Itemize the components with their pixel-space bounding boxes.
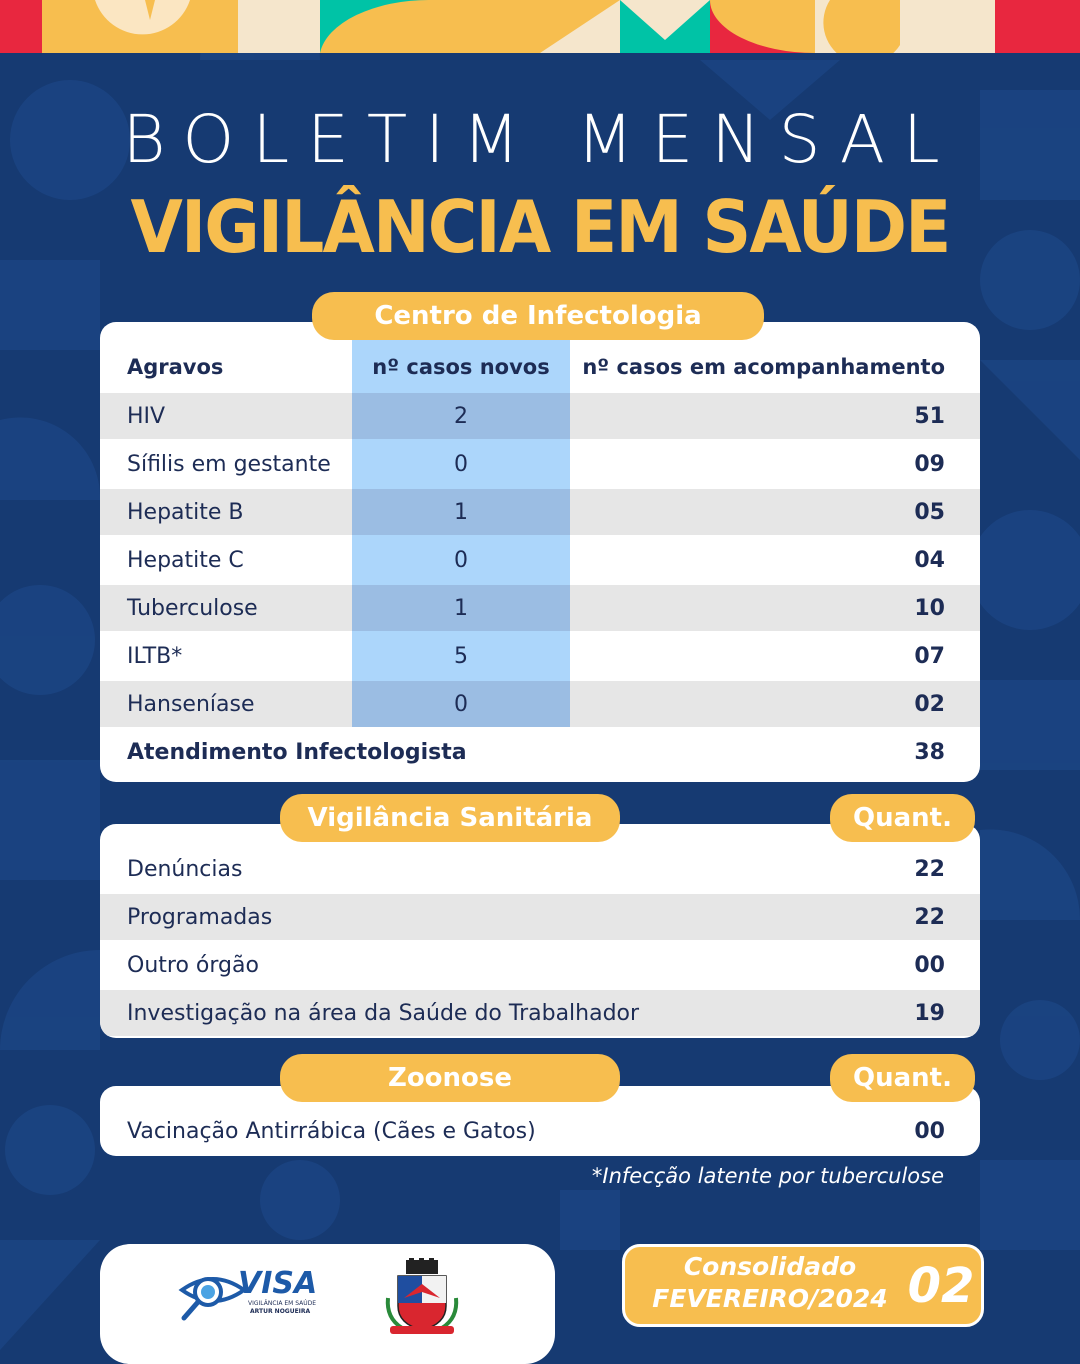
- row-name: Hepatite C: [127, 547, 244, 573]
- row-name: ILTB*: [127, 643, 183, 669]
- footnote: *Infecção latente por tuberculose: [591, 1164, 944, 1188]
- consolidado-line1: Consolidado: [683, 1252, 857, 1281]
- row-acomp: 04: [914, 547, 945, 573]
- row-acomp: 02: [914, 691, 945, 717]
- row-acomp: 07: [914, 643, 945, 669]
- row-name: Hanseníase: [127, 691, 255, 717]
- consolidado-badge: [622, 1244, 984, 1327]
- zoonose-qty-pill: Quant.: [830, 1054, 975, 1102]
- visa-subtitle-2: ARTUR NOGUEIRA: [250, 1308, 311, 1315]
- row-novos: 1: [454, 499, 468, 525]
- row-name: Hepatite B: [127, 499, 244, 525]
- row-acomp: 05: [914, 499, 945, 525]
- table-row: [100, 537, 980, 583]
- sanitaria-card: [100, 824, 980, 1038]
- list-item: [100, 894, 980, 940]
- page-title-line2: VIGILÂNCIA EM SAÚDE: [130, 185, 950, 269]
- table-row: [100, 489, 980, 535]
- item-name: Vacinação Antirrábica (Cães e Gatos): [127, 1118, 536, 1144]
- row-novos: 5: [454, 643, 468, 669]
- page-title-line1: BOLETIM MENSAL: [122, 101, 958, 178]
- item-value: 00: [914, 1118, 945, 1144]
- row-acomp: 51: [914, 403, 945, 429]
- row-novos: 2: [454, 403, 468, 429]
- table-row: [100, 393, 980, 439]
- infectologia-card: [100, 322, 980, 782]
- row-novos: 0: [454, 451, 468, 477]
- row-name: HIV: [127, 403, 166, 429]
- row-acomp: 09: [914, 451, 945, 477]
- sanitaria-qty-pill: Quant.: [830, 794, 975, 842]
- item-value: 22: [914, 856, 945, 882]
- sanitaria-title-pill: Vigilância Sanitária: [280, 794, 620, 842]
- logos-panel: [100, 1244, 555, 1364]
- visa-logo: [178, 1268, 318, 1328]
- row-name: Sífilis em gestante: [127, 451, 331, 477]
- city-coat-of-arms-icon: [382, 1258, 462, 1338]
- table-row: [100, 441, 980, 487]
- item-value: 00: [914, 952, 945, 978]
- table-row: [100, 585, 980, 631]
- header-casos-acompanhamento: nº casos em acompanhamento: [582, 355, 945, 379]
- total-label: Atendimento Infectologista: [127, 739, 467, 765]
- list-item: [100, 1108, 980, 1154]
- consolidado-line2: FEVEREIRO/2024: [652, 1284, 888, 1313]
- total-row: [100, 729, 980, 775]
- infectologia-title-pill: Centro de Infectologia: [312, 292, 764, 340]
- row-novos: 1: [454, 595, 468, 621]
- item-name: Investigação na área da Saúde do Trabalhador: [127, 1000, 640, 1026]
- item-value: 22: [914, 904, 945, 930]
- item-name: Denúncias: [127, 856, 243, 882]
- item-name: Outro órgão: [127, 952, 259, 978]
- row-acomp: 10: [914, 595, 945, 621]
- table-header-row: [100, 344, 980, 390]
- list-item: [100, 990, 980, 1036]
- item-name: Programadas: [127, 904, 273, 930]
- header-casos-novos: nº casos novos: [372, 355, 550, 379]
- zoonose-title-pill: Zoonose: [280, 1054, 620, 1102]
- header-agravos: Agravos: [127, 355, 224, 379]
- row-novos: 0: [454, 691, 468, 717]
- visa-text: VISA: [238, 1266, 318, 1301]
- list-item: [100, 942, 980, 988]
- list-item: [100, 846, 980, 892]
- row-name: Tuberculose: [127, 595, 258, 621]
- item-value: 19: [914, 1000, 945, 1026]
- row-novos: 0: [454, 547, 468, 573]
- total-value: 38: [914, 739, 945, 765]
- table-row: [100, 681, 980, 727]
- visa-subtitle-1: VIGILÂNCIA EM SAÚDE: [248, 1300, 317, 1307]
- top-decorative-strip: [0, 0, 1080, 53]
- table-row: [100, 633, 980, 679]
- consolidado-number: 02: [907, 1258, 975, 1314]
